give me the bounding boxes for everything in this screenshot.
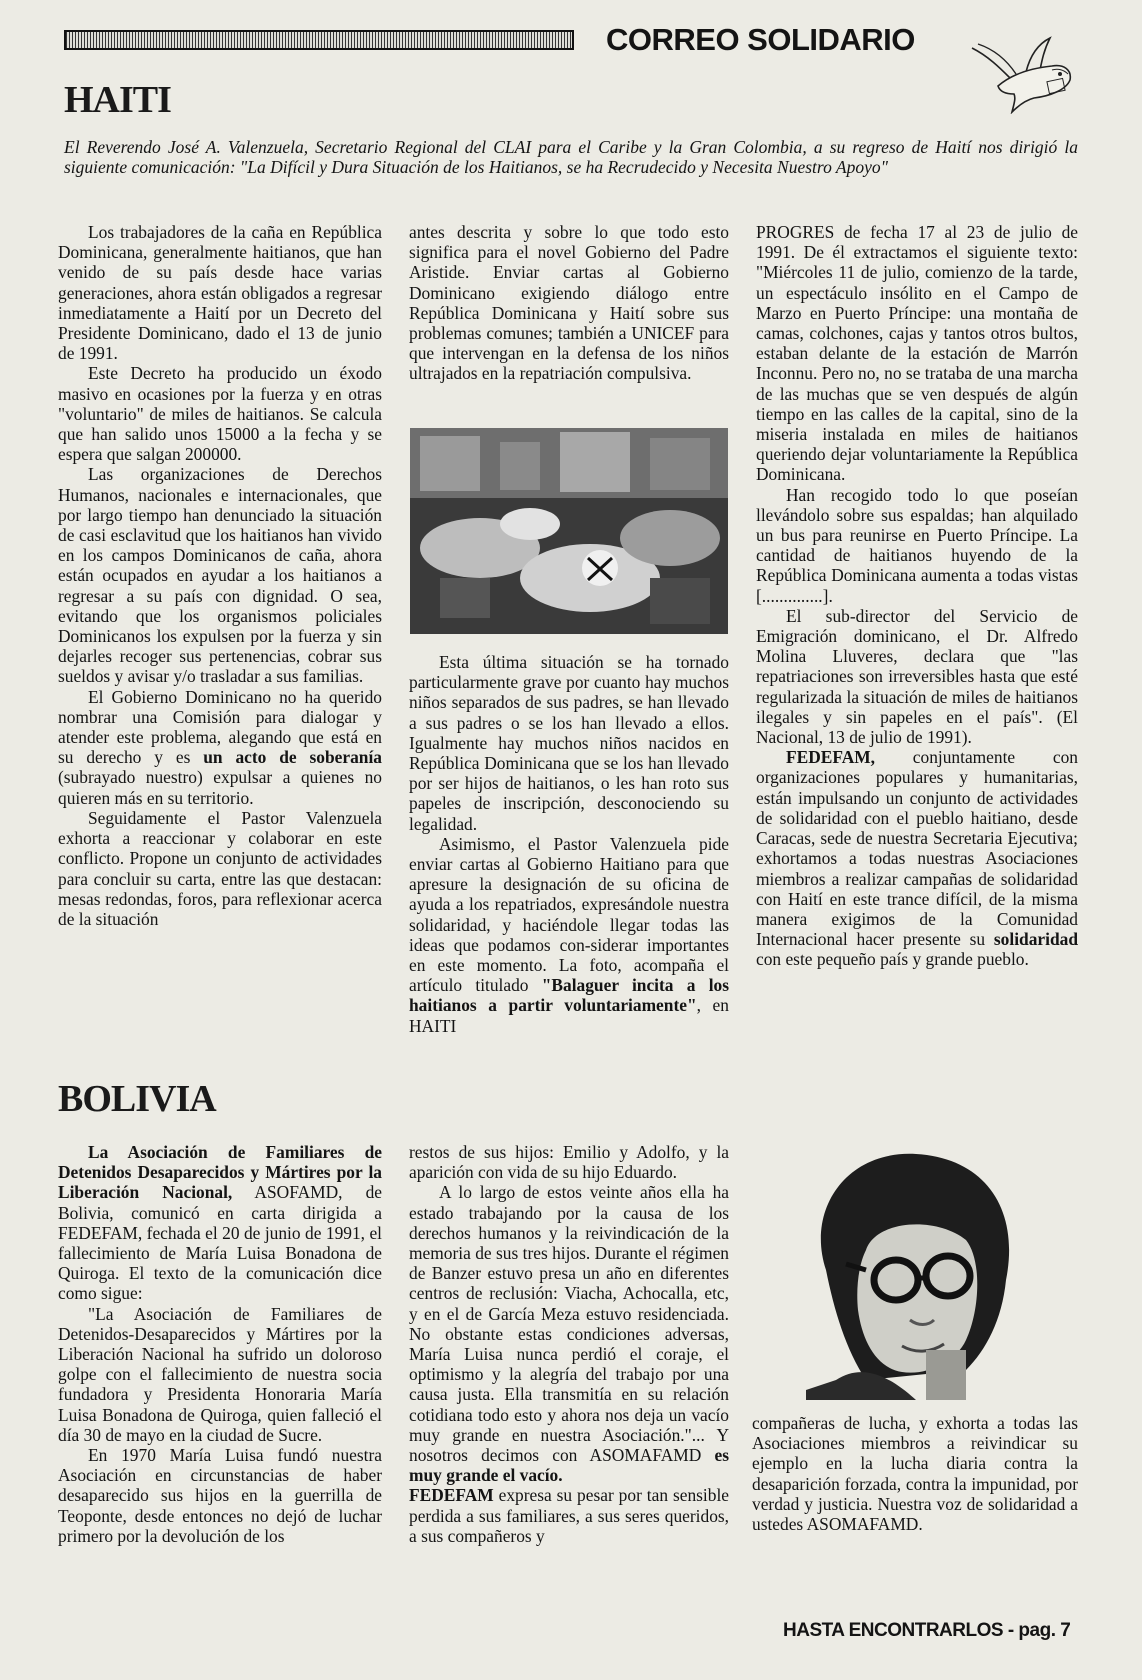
- portrait-photo: [806, 1150, 1024, 1400]
- paragraph: En 1970 María Luisa fundó nuestra Asociación en circunstancias de haber desaparecido sus hijos en la guerrilla de Teoponte, desde entonces no dejó de luchar primero por la devolución de los: [58, 1445, 382, 1546]
- paragraph: Asimismo, el Pastor Valenzuela pide enviar cartas al Gobierno Haitiano para que apresure la designación de su oficina de ayuda a los repatriados, expresándole nuestra solidaridad, y haciéndole llegar todas las ideas que podamos con-siderar importantes en este momento. La foto, acompaña el artículo titulado "Balaguer incita a los haitianos a partir voluntariamente", en HAITI: [409, 833, 729, 1036]
- page-footer: HASTA ENCONTRARLOS - pag. 7: [783, 1620, 1071, 1641]
- bolivia-column-3: [752, 1413, 1078, 1534]
- haiti-title: HAITI: [64, 79, 171, 121]
- paragraph: Han recogido todo lo que poseían llevándolo sobre sus espaldas; han alquilado un bus para reunirse en Puerto Príncipe. La cantidad de haitianos huyendo de la República Dominicana aumenta a todas vistas [..............].: [756, 484, 1078, 606]
- paragraph: restos de sus hijos: Emilio y Adolfo, y la aparición con vida de su hijo Eduardo.: [409, 1142, 729, 1183]
- paragraph: A lo largo de estos veinte años ella ha estado trabajando por la causa de los derechos humanos y la reivindicación de la memoria de sus tres hijos. Durante el régimen de Banzer estuvo presa un año en diferentes centros de reclusión: Viacha, Achocalla, etc, y en el de García Meza estuvo residenciada. No obstante estas condiciones adversas, María Luisa nunca perdió el coraje, el optimismo y la alegría del trabajo por una causa justa. Ella transmitía en su relación cotidiana todo esto y ahora nos deja un vacío muy grande en nuestra Asociación."... Y nosotros decimos con ASOMAFAMD es muy grande el vacío.: [409, 1182, 729, 1486]
- paragraph: La Asociación de Familiares de Detenidos Desaparecidos y Mártires por la Liberación Nacional, ASOFAMD, de Bolivia, comunicó en carta dirigida a FEDEFAM, fechada el 20 de junio de 1991, el fallecimiento de María Luisa Bonadona de Quiroga. El texto de la comunicación dice como sigue:: [58, 1142, 382, 1304]
- haiti-column-2-lower: [409, 652, 729, 1036]
- paragraph: antes descrita y sobre lo que todo esto significa para el novel Gobierno del Padre Aristide. Enviar cartas al Gobierno Dominicano exigiendo diálogo entre República Dominicana y Haití sobre sus problemas comunes; también a UNICEF para que intervengan en la defensa de los niños ultrajados en la repatriación compulsiva.: [409, 222, 729, 384]
- section-label: CORREO SOLIDARIO: [606, 22, 915, 57]
- paragraph: "La Asociación de Familiares de Detenidos-Desaparecidos y Mártires por la Liberación Nacional ha sufrido un doloroso golpe con el fallecimiento de nuestra socia fundadora y Presidenta Honoraria María Luisa Bonadona de Quiroga, quien falleció el día 30 de mayo en la ciudad de Sucre.: [58, 1303, 382, 1445]
- paragraph: Este Decreto ha producido un éxodo masivo en ocasiones por la fuerza y en otras "voluntario" de miles de haitianos. Se calcula que han salido unos 15000 a la fecha y se espera que salgan 200000.: [58, 363, 382, 465]
- paragraph: FEDEFAM expresa su pesar por tan sensible perdida a sus familiares, a sus seres queridos, a sus compañeros y: [409, 1485, 729, 1546]
- bolivia-title: BOLIVIA: [58, 1078, 216, 1120]
- paragraph: Seguidamente el Pastor Valenzuela exhorta a reaccionar y colaborar en este conflicto. Propone un conjunto de actividades para concluir su carta, entre las que destacan: mesas redondas, foros, para reflexionar acerca de la situación: [58, 807, 382, 929]
- paragraph: El sub-director del Servicio de Emigración dominicano, el Dr. Alfredo Molina Lluveres, declara que "las repatriaciones son irreversibles hasta que esté regularizada la situación de miles de haitianos ilegales y sin papeles en el país". (El Nacional, 13 de julio de 1991).: [756, 605, 1078, 748]
- bolivia-column-1: [58, 1142, 382, 1546]
- paragraph: El Gobierno Dominicano no ha querido nombrar una Comisión para dialogar y atender este problema, alegando que está en su derecho y es un acto de soberanía (subrayado nuestro) expulsar a quienes no quieren más en su territorio.: [58, 686, 382, 808]
- paragraph: Los trabajadores de la caña en República Dominicana, generalmente haitianos, que han venido de su país desde hace varias generaciones, ahora están obligados a regresar inmediatamente a Haití por un Decreto del Presidente Dominicano, dado el 13 de junio de 1991.: [58, 222, 382, 364]
- paragraph: PROGRES de fecha 17 al 23 de julio de 1991. De él extractamos el siguiente texto: "Miércoles 11 de julio, comienzo de la tarde, un espectáculo insólito en el Campo de Marzo en Puerto Príncipe: una montaña de camas, colchones, cajas y tantos otros bultos, estaban delante de la estación de Marrón Inconnu. Pero no, no se trataba de una marcha de las muchas que se ven después de algún tiempo en las calles de la capital, sino de la miseria instalada en miles de haitianos queriendo dejar voluntariamente la República Dominicana.: [756, 222, 1078, 485]
- dove-icon: [968, 34, 1078, 114]
- paragraph: Esta última situación se ha tornado particularmente grave por cuanto hay muchos niños separados de sus padres, se han llevado a sus padres o se los han llevado a ellos. Igualmente hay muchos niños nacidos en República Dominicana que se los han llevado por ser hijos de haitianos, o les han roto sus papeles de inscripción, desconociendo su legalidad.: [409, 652, 729, 834]
- haiti-column-1: [58, 222, 382, 929]
- header-rule: [64, 30, 574, 50]
- haiti-photo: [410, 428, 728, 634]
- paragraph: FEDEFAM, conjuntamente con organizaciones populares y humanitarias, están impulsando un conjunto de actividades de solidaridad con el pueblo haitiano, desde Caracas, sede de nuestra Secretaria Ejecutiva; exhortamos a todas nuestras Asociaciones miembros a realizar campañas de solidaridad con Haití en este trance difícil, de la misma manera exigimos de la Comunidad Internacional hacer presente su solidaridad con este pequeño país y grande pueblo.: [756, 747, 1078, 970]
- bolivia-column-2: [409, 1142, 729, 1546]
- haiti-column-3: [756, 222, 1078, 970]
- paragraph: compañeras de lucha, y exhorta a todas las Asociaciones miembros a reivindicar su ejemplo en la lucha diaria contra la desaparición forzada, contra la impunidad, por verdad y justicia. Nuestra voz de solidaridad a ustedes ASOMAFAMD.: [752, 1413, 1078, 1535]
- paragraph: Las organizaciones de Derechos Humanos, nacionales e internacionales, que por largo tiempo han denunciado la situación de casi esclavitud que los haitianos han vivido en los campos Dominicanos de caña, ahora están ocupados en ayudar a los haitianos a regresar a su país con dignidad. O sea, evitando que los organismos policiales Dominicanos los expulsen por la fuerza y sin dejarles recoger sus pertenencias, cobrar sus sueldos y avisar y/o trasladar a sus familias.: [58, 464, 382, 687]
- haiti-column-2: [409, 222, 729, 384]
- haiti-intro: El Reverendo José A. Valenzuela, Secretario Regional del CLAI para el Caribe y la Gran Colombia, a su regreso de Haití nos dirigió la siguiente comunicación: "La Difícil y Dura Situación de los Haitianos, se ha Recrudecido y Necesita Nuestro Apoyo": [64, 137, 1078, 177]
